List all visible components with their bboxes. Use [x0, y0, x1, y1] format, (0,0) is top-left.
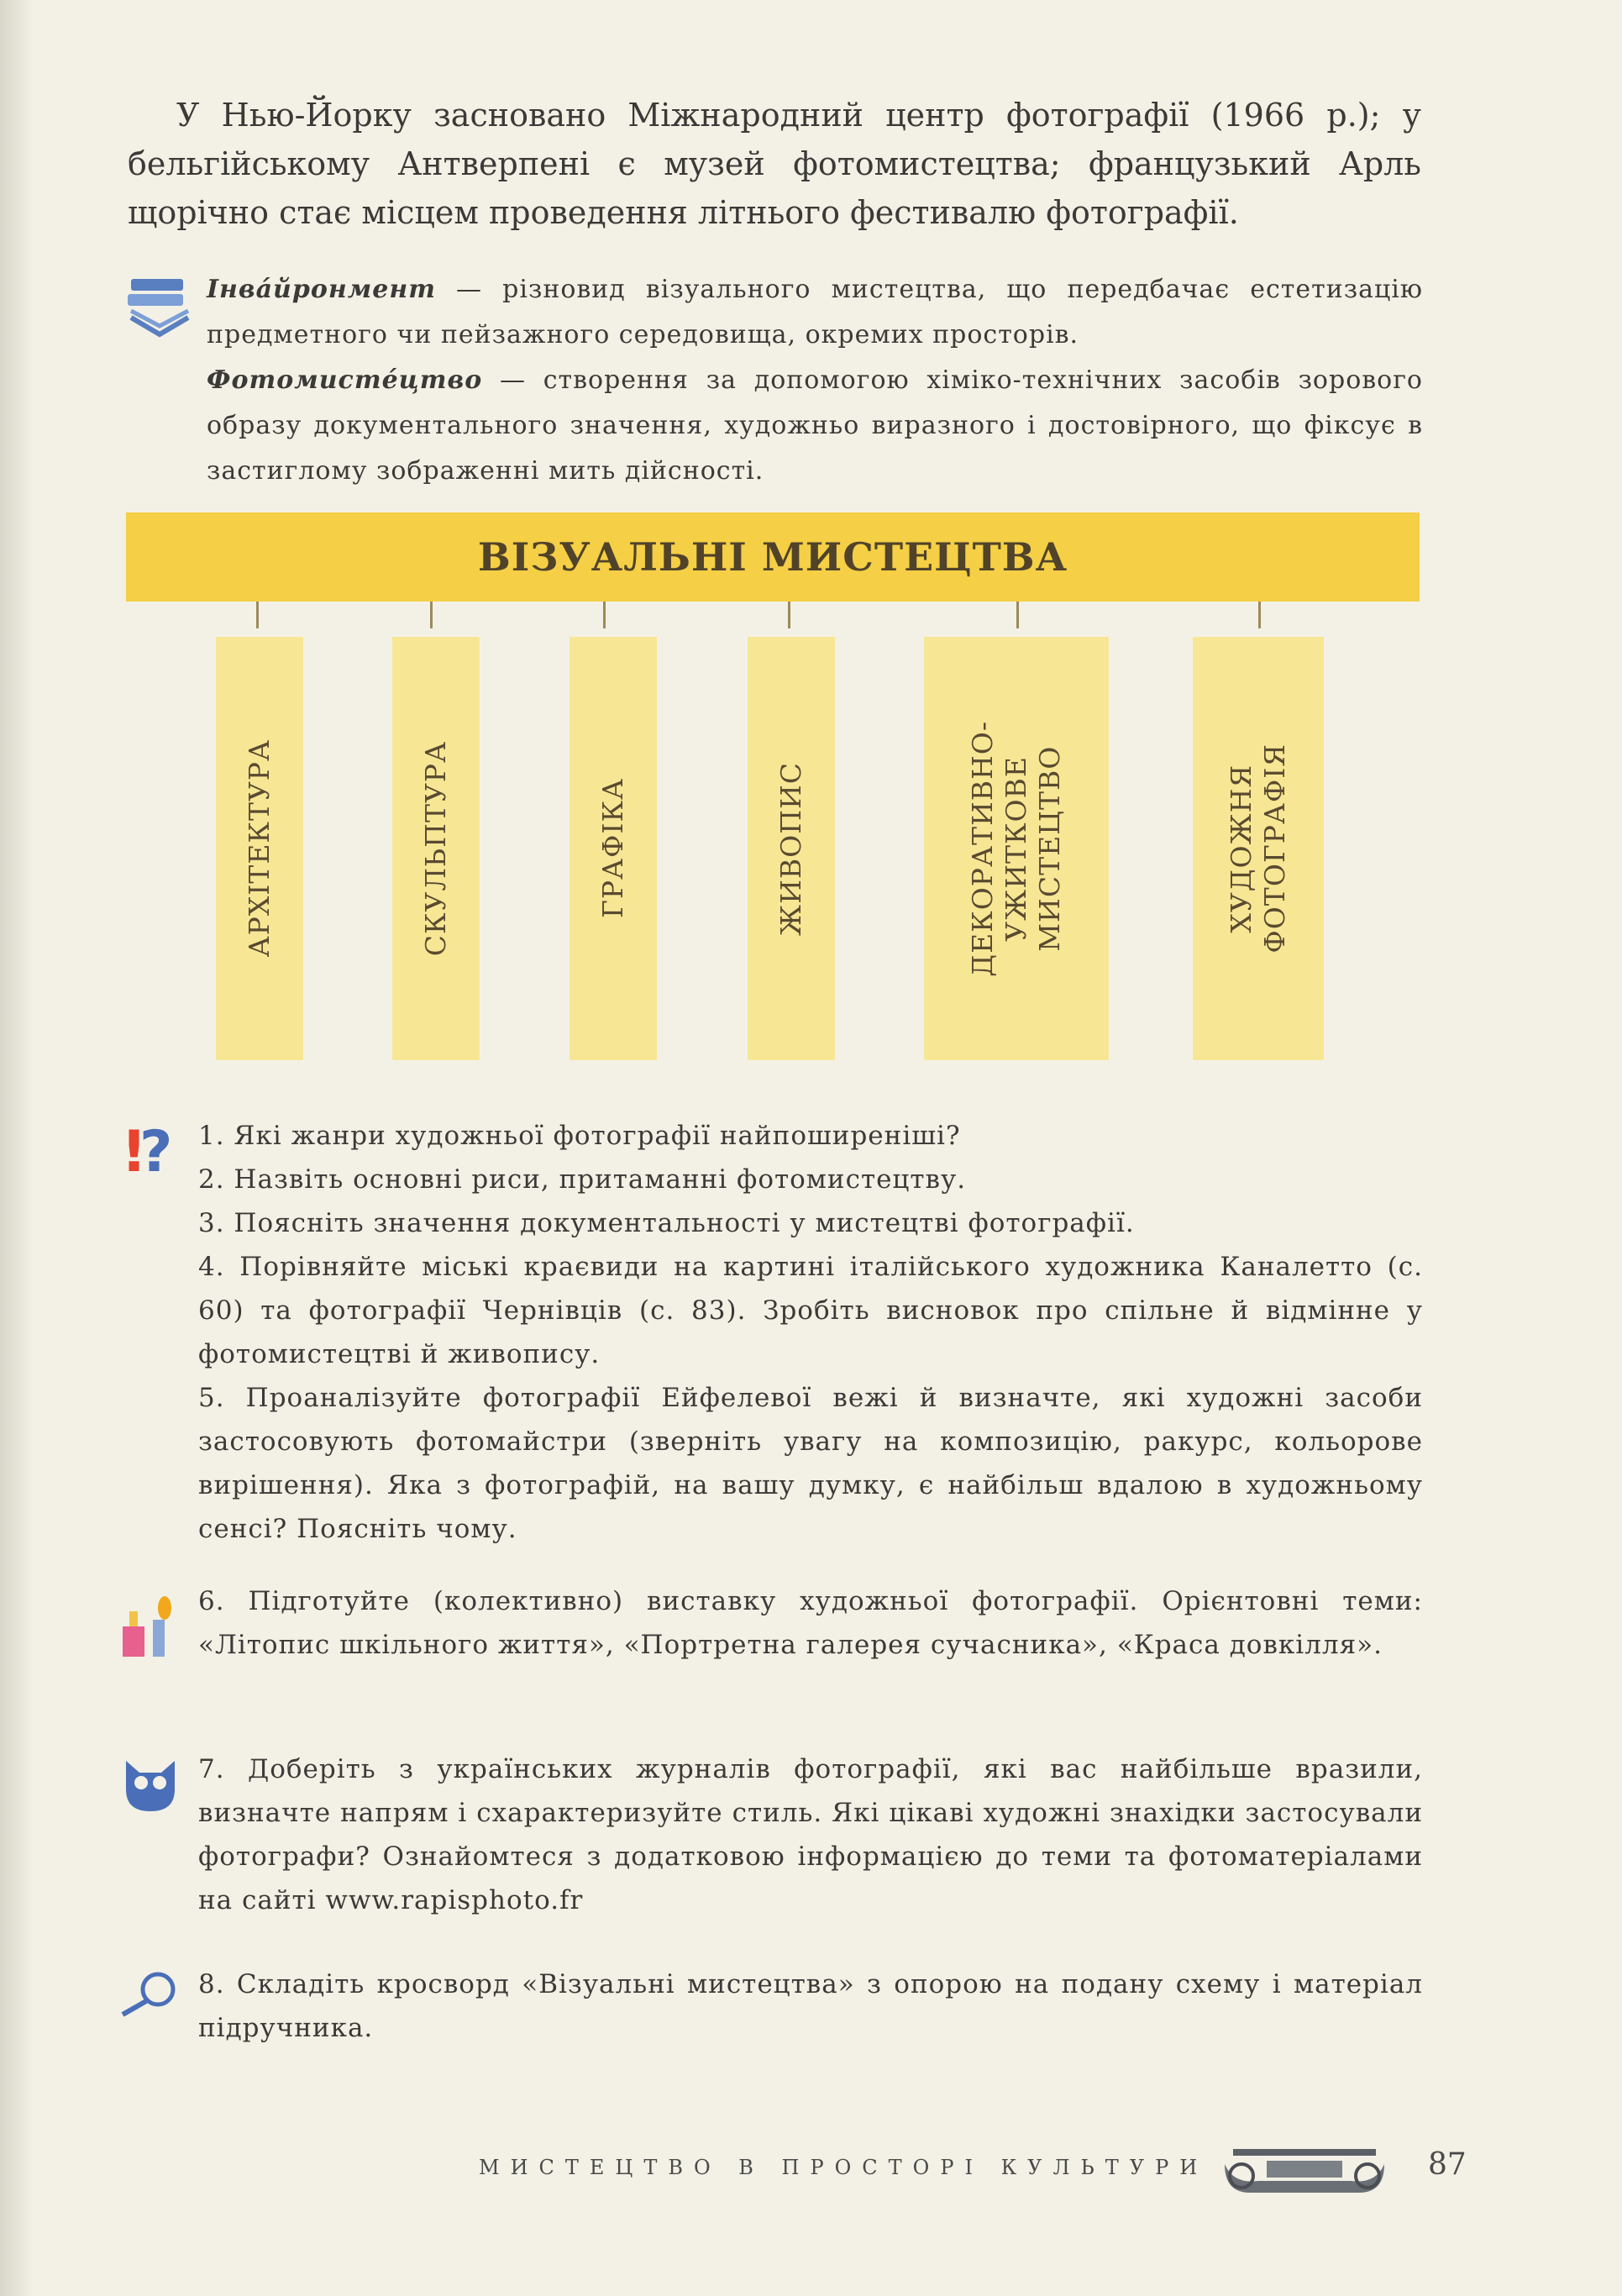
- definition-2: Фотомистéцтво — створення за допомогою хіміко-технічних засобів зорового образу документального значення, художньо виразного і достовірного, що фіксує в застиглому зображенні мить дійсності.: [207, 365, 1423, 486]
- page-number: 87: [1428, 2147, 1467, 2182]
- diagram-title: ВІЗУАЛЬНІ МИСТЕЦТВА: [126, 512, 1420, 602]
- task-6: 6. Підготуйте (колективно) виставку художньої фотографії. Орієнтовні теми: «Літопис шкільного життя», «Портретна галерея сучасника», «Краса довкілля».: [198, 1586, 1423, 1660]
- page-edge-shadow: [0, 0, 34, 2296]
- diagram-box-architecture: АРХІТЕКТУРА: [216, 637, 303, 1060]
- question-exclamation-icon: [121, 1119, 185, 1181]
- diagram-box-decorative-art: ДЕКОРАТИВНО- УЖИТКОВЕ МИСТЕЦТВО: [924, 637, 1109, 1060]
- magnifier-icon: [118, 1971, 181, 2020]
- svg-text:?: ?: [139, 1119, 173, 1181]
- column-capital-logo: [1216, 2147, 1393, 2199]
- definition-1: Інвáйронмент — різновид візуального мистецтва, що передбачає естетизацію предметного чи пейзажного середовища, окремих просторів.: [207, 275, 1423, 349]
- question-3: 3. Поясніть значення документальності у мистецтві фотографії.: [198, 1208, 1135, 1238]
- task-8: 8. Складіть кросворд «Візуальні мистецтва» з опорою на подану схему і матеріал підручника.: [198, 1969, 1423, 2043]
- task-7: 7. Доберіть з українських журналів фотографії, які вас найбільше вразили, визначте напрям і схарактеризуйте стиль. Які цікаві художні знахідки застосували фотографи? Ознайомтеся з додатковою інформацією до теми та фотоматеріалами на сайті www.rapisphoto.fr: [198, 1754, 1423, 1915]
- diagram-connector: [603, 602, 606, 628]
- intro-paragraph: У Нью-Йорку засновано Міжнародний центр фотографії (1966 р.); у бельгійському Антверпені є музей фотомистецтва; французький Арль щорічно стає місцем проведення літнього фестивалю фотографії.: [128, 97, 1421, 231]
- diagram-box-painting: ЖИВОПИС: [748, 637, 835, 1060]
- owl-icon: [123, 1756, 178, 1815]
- question-4: 4. Порівняйте міські краєвиди на картині італійського художника Каналетто (с. 60) та фотографії Чернівців (с. 83). Зробіть висновок про спільне й відмінне у фотомистецтві й живопису.: [198, 1252, 1423, 1369]
- diagram-connector: [788, 602, 790, 628]
- question-2: 2. Назвіть основні риси, притаманні фотомистецтву.: [198, 1164, 967, 1195]
- books-icon: [126, 269, 193, 344]
- diagram-box-sculpture: СКУЛЬПТУРА: [392, 637, 480, 1060]
- paint-tubes-icon: [121, 1593, 181, 1660]
- svg-text:!: !: [121, 1119, 148, 1181]
- diagram-box-art-photography: ХУДОЖНЯ ФОТОГРАФІЯ: [1193, 637, 1324, 1060]
- questions-list: [198, 1114, 1423, 1551]
- question-5: 5. Проаналізуйте фотографії Ейфелевої вежі й визначте, які художні засоби застосовують фотомайстри (зверніть увагу на композицію, ракурс, кольорове вирішення). Яка з фотографій, на вашу думку, є найбільш вдалою в художньому сенсі? Поясніть чому.: [198, 1383, 1423, 1544]
- diagram-box-graphics: ГРАФІКА: [570, 637, 657, 1060]
- diagram-connector: [1258, 602, 1261, 628]
- diagram-connector: [1016, 602, 1019, 628]
- question-1: 1. Які жанри художньої фотографії найпоширеніші?: [198, 1121, 961, 1151]
- diagram-connector: [430, 602, 433, 628]
- running-title: МИСТЕЦТВО В ПРОСТОРІ КУЛЬТУРИ: [479, 2156, 1209, 2179]
- definitions: [207, 267, 1423, 494]
- diagram-connector: [256, 602, 259, 628]
